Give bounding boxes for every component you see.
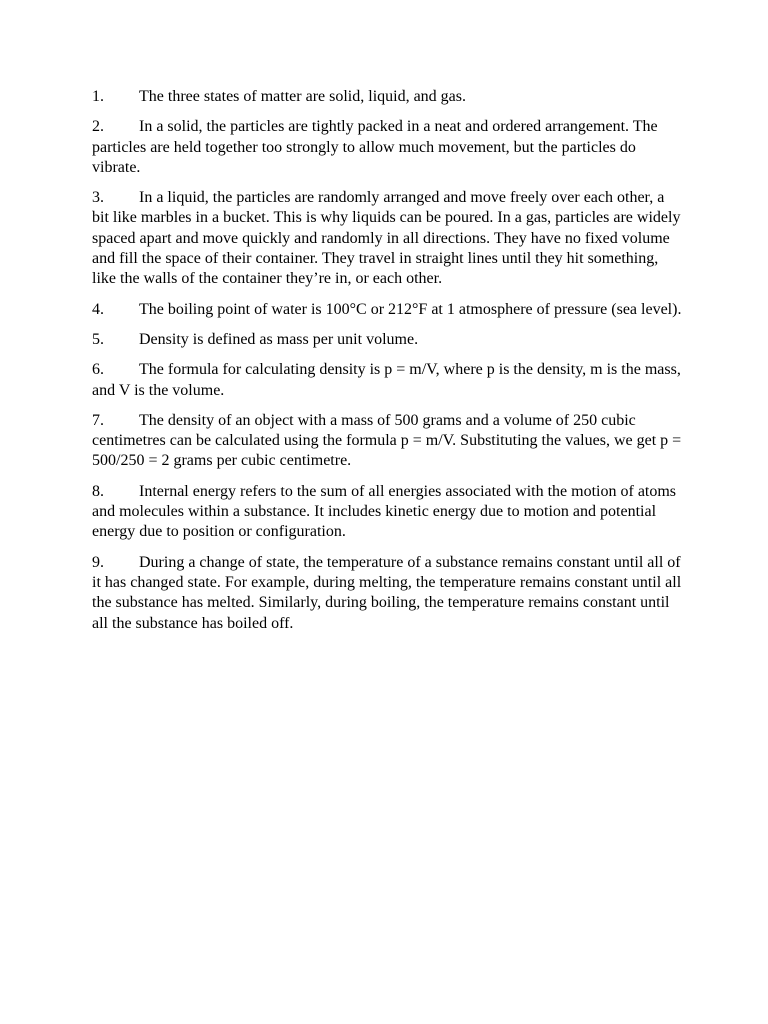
item-number: 4. — [92, 300, 104, 318]
list-item — [92, 553, 682, 634]
document-body — [92, 87, 682, 644]
list-item — [92, 482, 682, 543]
item-number: 5. — [92, 330, 104, 348]
item-text: The formula for calculating density is p = m/V, where p is the density, m is the mass, and V is the volume. — [92, 361, 681, 399]
list-item — [92, 117, 682, 178]
item-number: 7. — [92, 411, 104, 429]
item-number: 8. — [92, 482, 104, 500]
list-item — [92, 330, 682, 350]
list-item — [92, 360, 682, 401]
item-text: During a change of state, the temperature of a substance remains constant until all of it has changed state. For example, during melting, the temperature remains constant until all the substance has melted. Similarly, during boiling, the temperature remains constant until all the substance has boiled off. — [92, 553, 682, 632]
list-item — [92, 87, 682, 107]
item-text: Internal energy refers to the sum of all energies associated with the motion of atoms and molecules within a substance. It includes kinetic energy due to motion and potential energy due to position or configuration. — [92, 482, 677, 541]
item-text: In a solid, the particles are tightly packed in a neat and ordered arrangement. The particles are held together too strongly to allow much movement, but the particles do vibrate. — [92, 118, 658, 176]
item-text: The boiling point of water is 100°C or 212°F at 1 atmosphere of pressure (sea level). — [139, 300, 682, 318]
item-number: 3. — [92, 189, 104, 207]
list-item — [92, 300, 682, 320]
item-number: 2. — [92, 118, 104, 136]
item-text: In a liquid, the particles are randomly arranged and move freely over each other, a bit like marbles in a bucket. This is why liquids can be poured. In a gas, particles are widely spaced apart and move quickly and randomly in all directions. They have no fixed volume and fill the space of their container. They travel in straight lines until they hit something, like the walls of the container they’re in, or each other. — [92, 189, 681, 288]
item-number: 1. — [92, 88, 104, 105]
list-item — [92, 188, 682, 289]
list-item — [92, 411, 682, 472]
item-text: The three states of matter are solid, liquid, and gas. — [139, 88, 467, 105]
item-text: Density is defined as mass per unit volume. — [139, 330, 419, 348]
item-text: The density of an object with a mass of 500 grams and a volume of 250 cubic centimetres can be calculated using the formula p = m/V. Substituting the values, we get p = 500/250 = 2 grams per cubic centimetre. — [92, 411, 682, 470]
item-number: 9. — [92, 553, 104, 571]
item-number: 6. — [92, 361, 104, 379]
